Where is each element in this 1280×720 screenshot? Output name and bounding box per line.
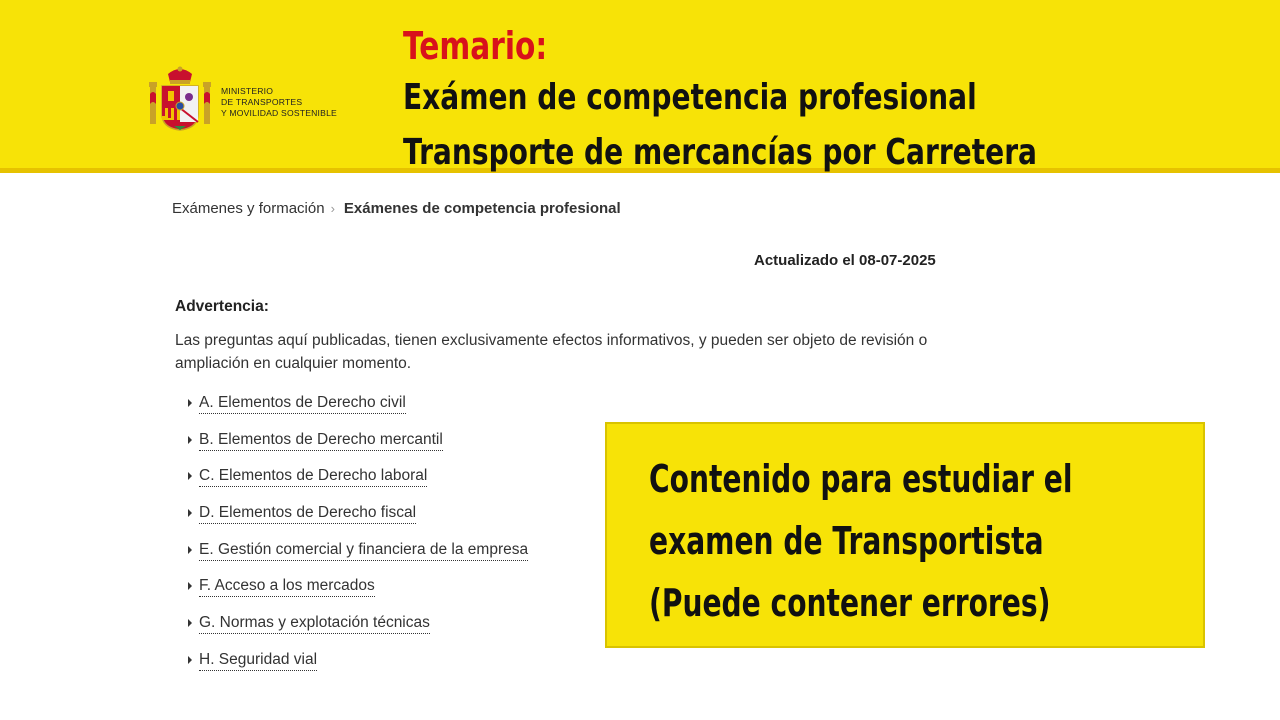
list-item bbox=[188, 394, 528, 431]
callout-box bbox=[605, 422, 1205, 648]
list-item bbox=[188, 614, 528, 651]
list-item bbox=[188, 577, 528, 614]
topic-list bbox=[188, 394, 528, 688]
topic-link-g[interactable]: G. Normas y explotación técnicas bbox=[199, 614, 430, 634]
callout-line: (Puede contener errores) bbox=[649, 581, 1051, 625]
ministry-name-line: MINISTERIO bbox=[221, 86, 274, 96]
headline-title-line2: Transporte de mercancías por Carretera bbox=[403, 132, 1037, 173]
warning-text: Las preguntas aquí publicadas, tienen exclusivamente efectos informativos, y pueden ser objeto de revisión o ampliación en cualquier momento. bbox=[175, 332, 928, 372]
callout-text bbox=[649, 448, 1209, 634]
breadcrumb-current: Exámenes de competencia profesional bbox=[343, 200, 621, 217]
updated-date: Actualizado el 08-07-2025 bbox=[754, 252, 936, 269]
ministry-name bbox=[221, 86, 371, 119]
topic-link-f[interactable]: F. Acceso a los mercados bbox=[199, 577, 375, 597]
list-item bbox=[188, 651, 528, 688]
headline bbox=[403, 22, 1103, 180]
list-item bbox=[188, 541, 528, 578]
list-item bbox=[188, 431, 528, 468]
callout-line: examen de Transportista bbox=[649, 519, 1044, 563]
ministry-name-line: DE TRANSPORTES bbox=[221, 97, 303, 107]
topic-link-e[interactable]: E. Gestión comercial y financiera de la empresa bbox=[199, 541, 528, 561]
triangle-bullet-icon bbox=[188, 472, 192, 480]
triangle-bullet-icon bbox=[188, 546, 192, 554]
callout-line: Contenido para estudiar el bbox=[649, 457, 1073, 501]
triangle-bullet-icon bbox=[188, 582, 192, 590]
triangle-bullet-icon bbox=[188, 656, 192, 664]
ministry-logo[interactable] bbox=[148, 64, 368, 134]
topic-link-a[interactable]: A. Elementos de Derecho civil bbox=[199, 394, 406, 414]
list-item bbox=[188, 467, 528, 504]
headline-label: Temario: bbox=[403, 24, 548, 68]
coat-of-arms-icon bbox=[148, 64, 212, 132]
triangle-bullet-icon bbox=[188, 509, 192, 517]
breadcrumb bbox=[172, 200, 621, 217]
list-item bbox=[188, 504, 528, 541]
triangle-bullet-icon bbox=[188, 436, 192, 444]
triangle-bullet-icon bbox=[188, 399, 192, 407]
topic-link-b[interactable]: B. Elementos de Derecho mercantil bbox=[199, 431, 443, 451]
breadcrumb-chevron-icon: › bbox=[330, 201, 335, 216]
triangle-bullet-icon bbox=[188, 619, 192, 627]
headline-title-line1: Exámen de competencia profesional bbox=[403, 77, 977, 118]
topic-link-d[interactable]: D. Elementos de Derecho fiscal bbox=[199, 504, 416, 524]
topic-link-h[interactable]: H. Seguridad vial bbox=[199, 651, 317, 671]
breadcrumb-parent-link[interactable]: Exámenes y formación bbox=[172, 200, 325, 217]
ministry-name-line: Y MOVILIDAD SOSTENIBLE bbox=[221, 108, 337, 118]
topic-link-c[interactable]: C. Elementos de Derecho laboral bbox=[199, 467, 427, 487]
warning-title: Advertencia: bbox=[175, 298, 269, 315]
